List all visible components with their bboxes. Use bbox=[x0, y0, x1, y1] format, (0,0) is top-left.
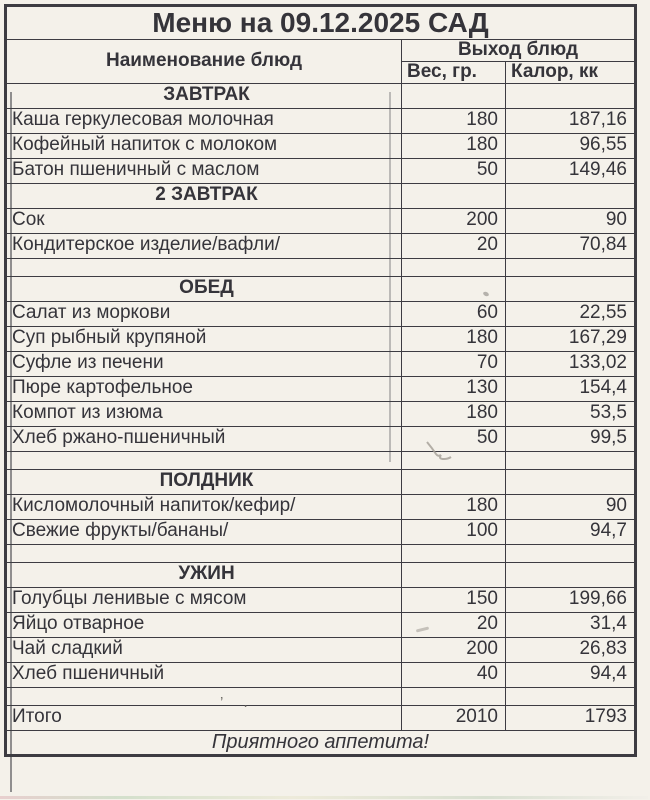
calories-value: 94,4 bbox=[506, 662, 636, 687]
weight-value bbox=[402, 687, 506, 705]
calories-value bbox=[506, 83, 636, 108]
table-row bbox=[6, 351, 636, 376]
table-row bbox=[6, 83, 636, 108]
weight-value bbox=[402, 276, 506, 301]
dish-name: Пюре картофельное bbox=[6, 376, 402, 401]
calories-value bbox=[506, 258, 636, 276]
calories-value: 133,02 bbox=[506, 351, 636, 376]
section-header: 2 ЗАВТРАК bbox=[6, 183, 402, 208]
weight-value: 100 bbox=[402, 519, 506, 544]
dish-name: Салат из моркови bbox=[6, 301, 402, 326]
dish-name: Голубцы ленивые с мясом bbox=[6, 587, 402, 612]
table-row bbox=[6, 687, 636, 705]
table-row bbox=[6, 326, 636, 351]
weight-value: 20 bbox=[402, 612, 506, 637]
footer-note: Приятного аппетита! bbox=[6, 730, 636, 755]
calories-value bbox=[506, 562, 636, 587]
calories-value: 187,16 bbox=[506, 108, 636, 133]
calories-value bbox=[506, 544, 636, 562]
section-header: ПОЛДНИК bbox=[6, 469, 402, 494]
weight-value bbox=[402, 258, 506, 276]
table-row bbox=[6, 426, 636, 451]
calories-value: 99,5 bbox=[506, 426, 636, 451]
calories-value: 149,46 bbox=[506, 158, 636, 183]
table-row bbox=[6, 637, 636, 662]
table-row bbox=[6, 108, 636, 133]
weight-value: 20 bbox=[402, 233, 506, 258]
dish-name bbox=[6, 258, 402, 276]
table-row bbox=[6, 469, 636, 494]
document-title: Меню на 09.12.2025 САД bbox=[6, 6, 636, 40]
table-row bbox=[6, 562, 636, 587]
weight-value: 40 bbox=[402, 662, 506, 687]
calories-value: 26,83 bbox=[506, 637, 636, 662]
dish-name: Хлеб пшеничный bbox=[6, 662, 402, 687]
calories-value: 94,7 bbox=[506, 519, 636, 544]
table-row bbox=[6, 544, 636, 562]
table-row bbox=[6, 612, 636, 637]
section-header: ОБЕД bbox=[6, 276, 402, 301]
weight-value bbox=[402, 469, 506, 494]
weight-value: 50 bbox=[402, 426, 506, 451]
table-row bbox=[6, 258, 636, 276]
table-row bbox=[6, 587, 636, 612]
table-row bbox=[6, 730, 636, 755]
calories-value bbox=[506, 451, 636, 469]
dish-name: Кондитерское изделие/вафли/ bbox=[6, 233, 402, 258]
table-row bbox=[6, 494, 636, 519]
calories-value: 96,55 bbox=[506, 133, 636, 158]
weight-value bbox=[402, 183, 506, 208]
dish-name: Сок bbox=[6, 208, 402, 233]
table-row bbox=[6, 301, 636, 326]
dish-name bbox=[6, 451, 402, 469]
calories-value: 154,4 bbox=[506, 376, 636, 401]
weight-value bbox=[402, 562, 506, 587]
table-row bbox=[6, 158, 636, 183]
weight-value: 200 bbox=[402, 637, 506, 662]
table-row bbox=[6, 519, 636, 544]
scan-bottom-edge-artifact bbox=[0, 796, 648, 799]
weight-value: 150 bbox=[402, 587, 506, 612]
calories-value: 167,29 bbox=[506, 326, 636, 351]
weight-value bbox=[402, 544, 506, 562]
table-row bbox=[6, 705, 636, 730]
calories-value bbox=[506, 276, 636, 301]
weight-value bbox=[402, 451, 506, 469]
calories-value: 90 bbox=[506, 494, 636, 519]
column-header-weight: Вес, гр. bbox=[402, 61, 506, 83]
weight-value: 180 bbox=[402, 133, 506, 158]
table-row bbox=[6, 662, 636, 687]
dish-name: Кисломолочный напиток/кефир/ bbox=[6, 494, 402, 519]
menu-document bbox=[4, 4, 634, 757]
title-row bbox=[6, 6, 636, 40]
table-row bbox=[6, 133, 636, 158]
calories-value: 1793 bbox=[506, 705, 636, 730]
calories-value: 31,4 bbox=[506, 612, 636, 637]
weight-value: 70 bbox=[402, 351, 506, 376]
weight-value: 180 bbox=[402, 401, 506, 426]
weight-value: 180 bbox=[402, 326, 506, 351]
table-row bbox=[6, 401, 636, 426]
weight-value: 60 bbox=[402, 301, 506, 326]
column-header-name: Наименование блюд bbox=[6, 40, 402, 84]
weight-value: 50 bbox=[402, 158, 506, 183]
calories-value: 22,55 bbox=[506, 301, 636, 326]
scan-pen-marks-artifact: ’ . bbox=[220, 694, 256, 711]
dish-name: Кофейный напиток с молоком bbox=[6, 133, 402, 158]
calories-value bbox=[506, 469, 636, 494]
dish-name: Каша геркулесовая молочная bbox=[6, 108, 402, 133]
weight-value bbox=[402, 83, 506, 108]
table-row bbox=[6, 183, 636, 208]
column-header-calories: Калор, кк bbox=[506, 61, 636, 83]
column-header-output: Выход блюд bbox=[402, 40, 636, 62]
dish-name: Суфле из печени bbox=[6, 351, 402, 376]
header-group-row bbox=[6, 40, 636, 62]
weight-value: 200 bbox=[402, 208, 506, 233]
table-row bbox=[6, 376, 636, 401]
weight-value: 180 bbox=[402, 108, 506, 133]
dish-name: Чай сладкий bbox=[6, 637, 402, 662]
dish-name bbox=[6, 544, 402, 562]
menu-table bbox=[4, 4, 637, 757]
calories-value bbox=[506, 687, 636, 705]
calories-value: 90 bbox=[506, 208, 636, 233]
dish-name: Батон пшеничный с маслом bbox=[6, 158, 402, 183]
calories-value bbox=[506, 183, 636, 208]
table-row bbox=[6, 208, 636, 233]
table-row bbox=[6, 233, 636, 258]
weight-value: 130 bbox=[402, 376, 506, 401]
calories-value: 199,66 bbox=[506, 587, 636, 612]
dish-name: Компот из изюма bbox=[6, 401, 402, 426]
table-row bbox=[6, 451, 636, 469]
section-header: УЖИН bbox=[6, 562, 402, 587]
section-header: ЗАВТРАК bbox=[6, 83, 402, 108]
weight-value: 2010 bbox=[402, 705, 506, 730]
dish-name: Суп рыбный крупяной bbox=[6, 326, 402, 351]
total-label: Итого bbox=[6, 705, 402, 730]
dish-name: Яйцо отварное bbox=[6, 612, 402, 637]
menu-table-body bbox=[6, 83, 636, 755]
weight-value: 180 bbox=[402, 494, 506, 519]
calories-value: 53,5 bbox=[506, 401, 636, 426]
table-row bbox=[6, 276, 636, 301]
dish-name: Хлеб ржано-пшеничный bbox=[6, 426, 402, 451]
dish-name bbox=[6, 687, 402, 705]
calories-value: 70,84 bbox=[506, 233, 636, 258]
dish-name: Свежие фрукты/бананы/ bbox=[6, 519, 402, 544]
